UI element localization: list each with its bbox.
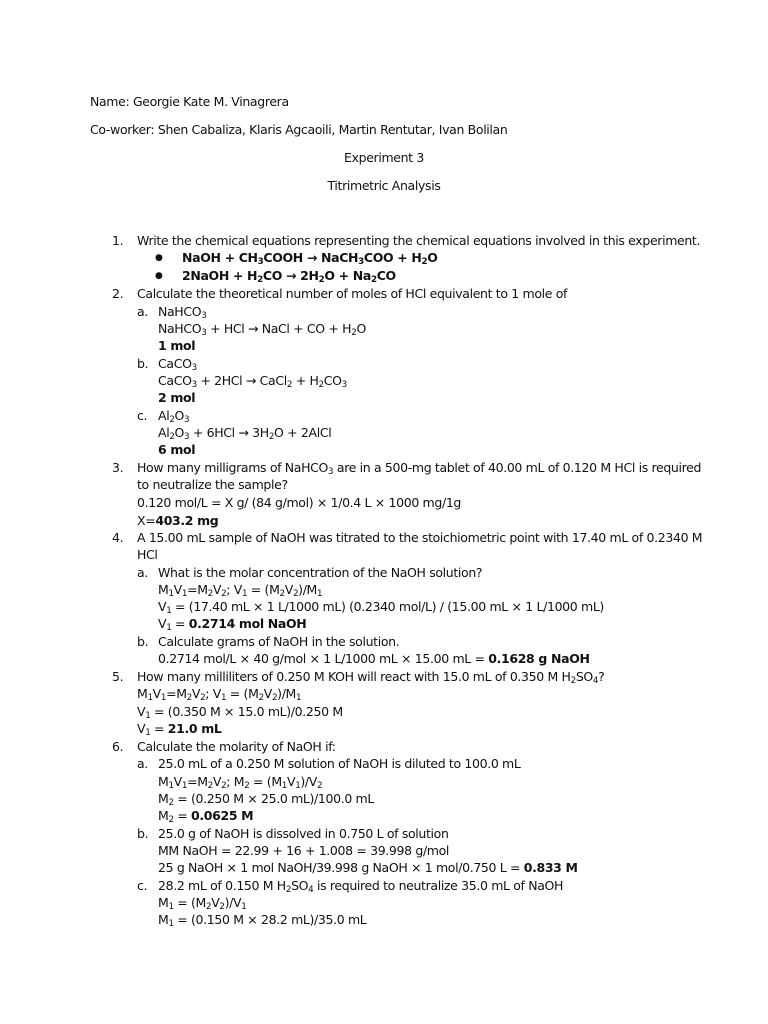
q1-text: Write the chemical equations representing the chemical equations involved in this experiment. bbox=[137, 233, 701, 248]
q4-b-answer: 0.1628 g NaOH bbox=[488, 651, 590, 666]
q2-b-answer: 2 mol bbox=[158, 390, 196, 405]
q4-number: 4. bbox=[112, 530, 124, 545]
q2-c-compound: $Al_2O_3$ bbox=[158, 408, 190, 426]
q4-b-text: Calculate grams of NaOH in the solution. bbox=[158, 634, 400, 649]
q2-a-compound: NaHCO$_3$ bbox=[158, 304, 207, 322]
q4-a-label: a. bbox=[137, 565, 148, 580]
q6-number: 6. bbox=[112, 739, 124, 754]
q4-a-answer-prefix: $V_1$ = bbox=[158, 616, 189, 634]
q5-answer: 21.0 mL bbox=[167, 721, 222, 736]
q2-a-answer: 1 mol bbox=[158, 338, 196, 353]
q2-c-answer: 6 mol bbox=[158, 442, 196, 457]
q3-number: 3. bbox=[112, 460, 124, 475]
q3-answer-line bbox=[137, 513, 218, 529]
q6-a-work2: $M_2 = (0.250$ M × 25.0 mL)/100.0 mL bbox=[158, 791, 375, 809]
q5-answer-prefix: $V_1$ = bbox=[137, 721, 168, 739]
q3-text-line2: to neutralize the sample? bbox=[137, 477, 288, 492]
q1-number: 1. bbox=[112, 233, 124, 248]
q6-c-work1: $M_1 = (M_2V_2)/V_1$ bbox=[158, 895, 247, 913]
q4-b-work: 0.2714 mol/L × 40 g/mol × 1 L/1000 mL × 15.00 mL = bbox=[158, 651, 489, 666]
q2-text: Calculate the theoretical number of moles of HCl equivalent to 1 mole of bbox=[137, 286, 568, 301]
q6-a-answer: 0.0625 M bbox=[191, 808, 254, 823]
q6-c-work2: $M_1 = (0.150$ M × 28.2 mL)/35.0 mL bbox=[158, 912, 367, 930]
q2-c-equation: $Al_2O_3 + 6HCl \to 3H_2O$ + 2AlCl bbox=[158, 425, 332, 443]
q5-text: How many milliliters of 0.250 M KOH will react with 15.0 mL of 0.350 M $H_2SO_4$? bbox=[137, 669, 605, 687]
q6-c-label: c. bbox=[137, 878, 148, 893]
q6-a-label: a. bbox=[137, 756, 148, 771]
coworkers: Co-worker: Shen Cabaliza, Klaris Agcaoili, Martin Rentutar, Ivan Bolilan bbox=[90, 122, 508, 137]
student-name: Name: Georgie Kate M. Vinagrera bbox=[90, 94, 289, 109]
q6-b-text: 25.0 g of NaOH is dissolved in 0.750 L of solution bbox=[158, 826, 449, 841]
q6-a-text: 25.0 mL of a 0.250 M solution of NaOH is diluted to 100.0 mL bbox=[158, 756, 521, 771]
q5-answer-line bbox=[137, 721, 222, 737]
q4-a-work1: $M_1V_1=M_2V_2$; $V_1 = (M_2V_2)/M_1$ bbox=[158, 582, 323, 600]
q6-text: Calculate the molarity of NaOH if: bbox=[137, 739, 336, 754]
q6-a-answer-line bbox=[158, 808, 253, 824]
bullet-icon: ● bbox=[155, 253, 163, 263]
q4-b-work-line bbox=[158, 651, 590, 667]
q6-b-work2: 25 g NaOH × 1 mol NaOH/39.998 g NaOH × 1 mol/0.750 L = bbox=[158, 860, 524, 875]
q6-b-work1: MM NaOH = 22.99 + 16 + 1.008 = 39.998 g/mol bbox=[158, 843, 450, 858]
q6-c-text: 28.2 mL of 0.150 M $H_2SO_4$ is required to neutralize 35.0 mL of NaOH bbox=[158, 878, 564, 896]
q2-b-equation: CaCO$_3$ + 2HCl → CaCl$_2$ + $H_2CO_3$ bbox=[158, 373, 347, 391]
q6-a-work1: $M_1V_1=M_2V_2$; $M_2 = (M_1V_1)/V_2$ bbox=[158, 774, 323, 792]
q5-number: 5. bbox=[112, 669, 124, 684]
q2-a-equation: NaHCO$_3$ + HCl → NaCl + CO + $H_2O$ bbox=[158, 321, 366, 339]
experiment-title: Titrimetric Analysis bbox=[327, 178, 441, 193]
q3-answer-prefix: X= bbox=[137, 513, 156, 528]
q4-a-work2: $V_1 = (17.40$ mL × 1 L/1000 mL) (0.2340 mol/L) / (15.00 mL × 1 L/1000 mL) bbox=[158, 599, 604, 617]
experiment-number: Experiment 3 bbox=[344, 150, 424, 165]
q4-a-answer: 0.2714 mol NaOH bbox=[188, 616, 307, 631]
q4-text-line2: HCl bbox=[137, 547, 158, 562]
q5-work1: $M_1V_1=M_2V_2$; $V_1 = (M_2V_2)/M_1$ bbox=[137, 686, 302, 704]
q4-a-text: What is the molar concentration of the NaOH solution? bbox=[158, 565, 483, 580]
q6-a-answer-prefix: $M_2$ = bbox=[158, 808, 192, 826]
q2-number: 2. bbox=[112, 286, 124, 301]
bullet-icon: ● bbox=[155, 271, 163, 281]
q1-equation-1: NaOH + $CH_3COOH$ → NaCH$_3$COO + $H_2O$ bbox=[182, 250, 438, 268]
q2-c-label: c. bbox=[137, 408, 148, 423]
q2-b-label: b. bbox=[137, 356, 149, 371]
q4-text-line1: A 15.00 mL sample of NaOH was titrated to the stoichiometric point with 17.40 mL of 0.2340 M bbox=[137, 530, 703, 545]
q6-b-label: b. bbox=[137, 826, 149, 841]
q3-text-line1: How many milligrams of NaHCO$_3$ are in a 500-mg tablet of 40.00 mL of 0.120 M HCl is required bbox=[137, 460, 702, 478]
q4-b-label: b. bbox=[137, 634, 149, 649]
q3-answer: 403.2 mg bbox=[155, 513, 219, 528]
q6-b-work-line bbox=[158, 860, 578, 876]
q2-b-compound: CaCO$_3$ bbox=[158, 356, 197, 374]
q5-work2: $V_1 = (0.350$ M × 15.0 mL)/0.250 M bbox=[137, 704, 343, 722]
q4-a-answer-line bbox=[158, 616, 306, 632]
q2-a-label: a. bbox=[137, 304, 148, 319]
q1-equation-2: 2NaOH + $H_2CO \to 2H_2O + Na_2CO$ bbox=[182, 268, 396, 286]
q6-b-answer: 0.833 M bbox=[523, 860, 578, 875]
q3-work: 0.120 mol/L = X g/ (84 g/mol) × 1/0.4 L × 1000 mg/1g bbox=[137, 495, 462, 510]
